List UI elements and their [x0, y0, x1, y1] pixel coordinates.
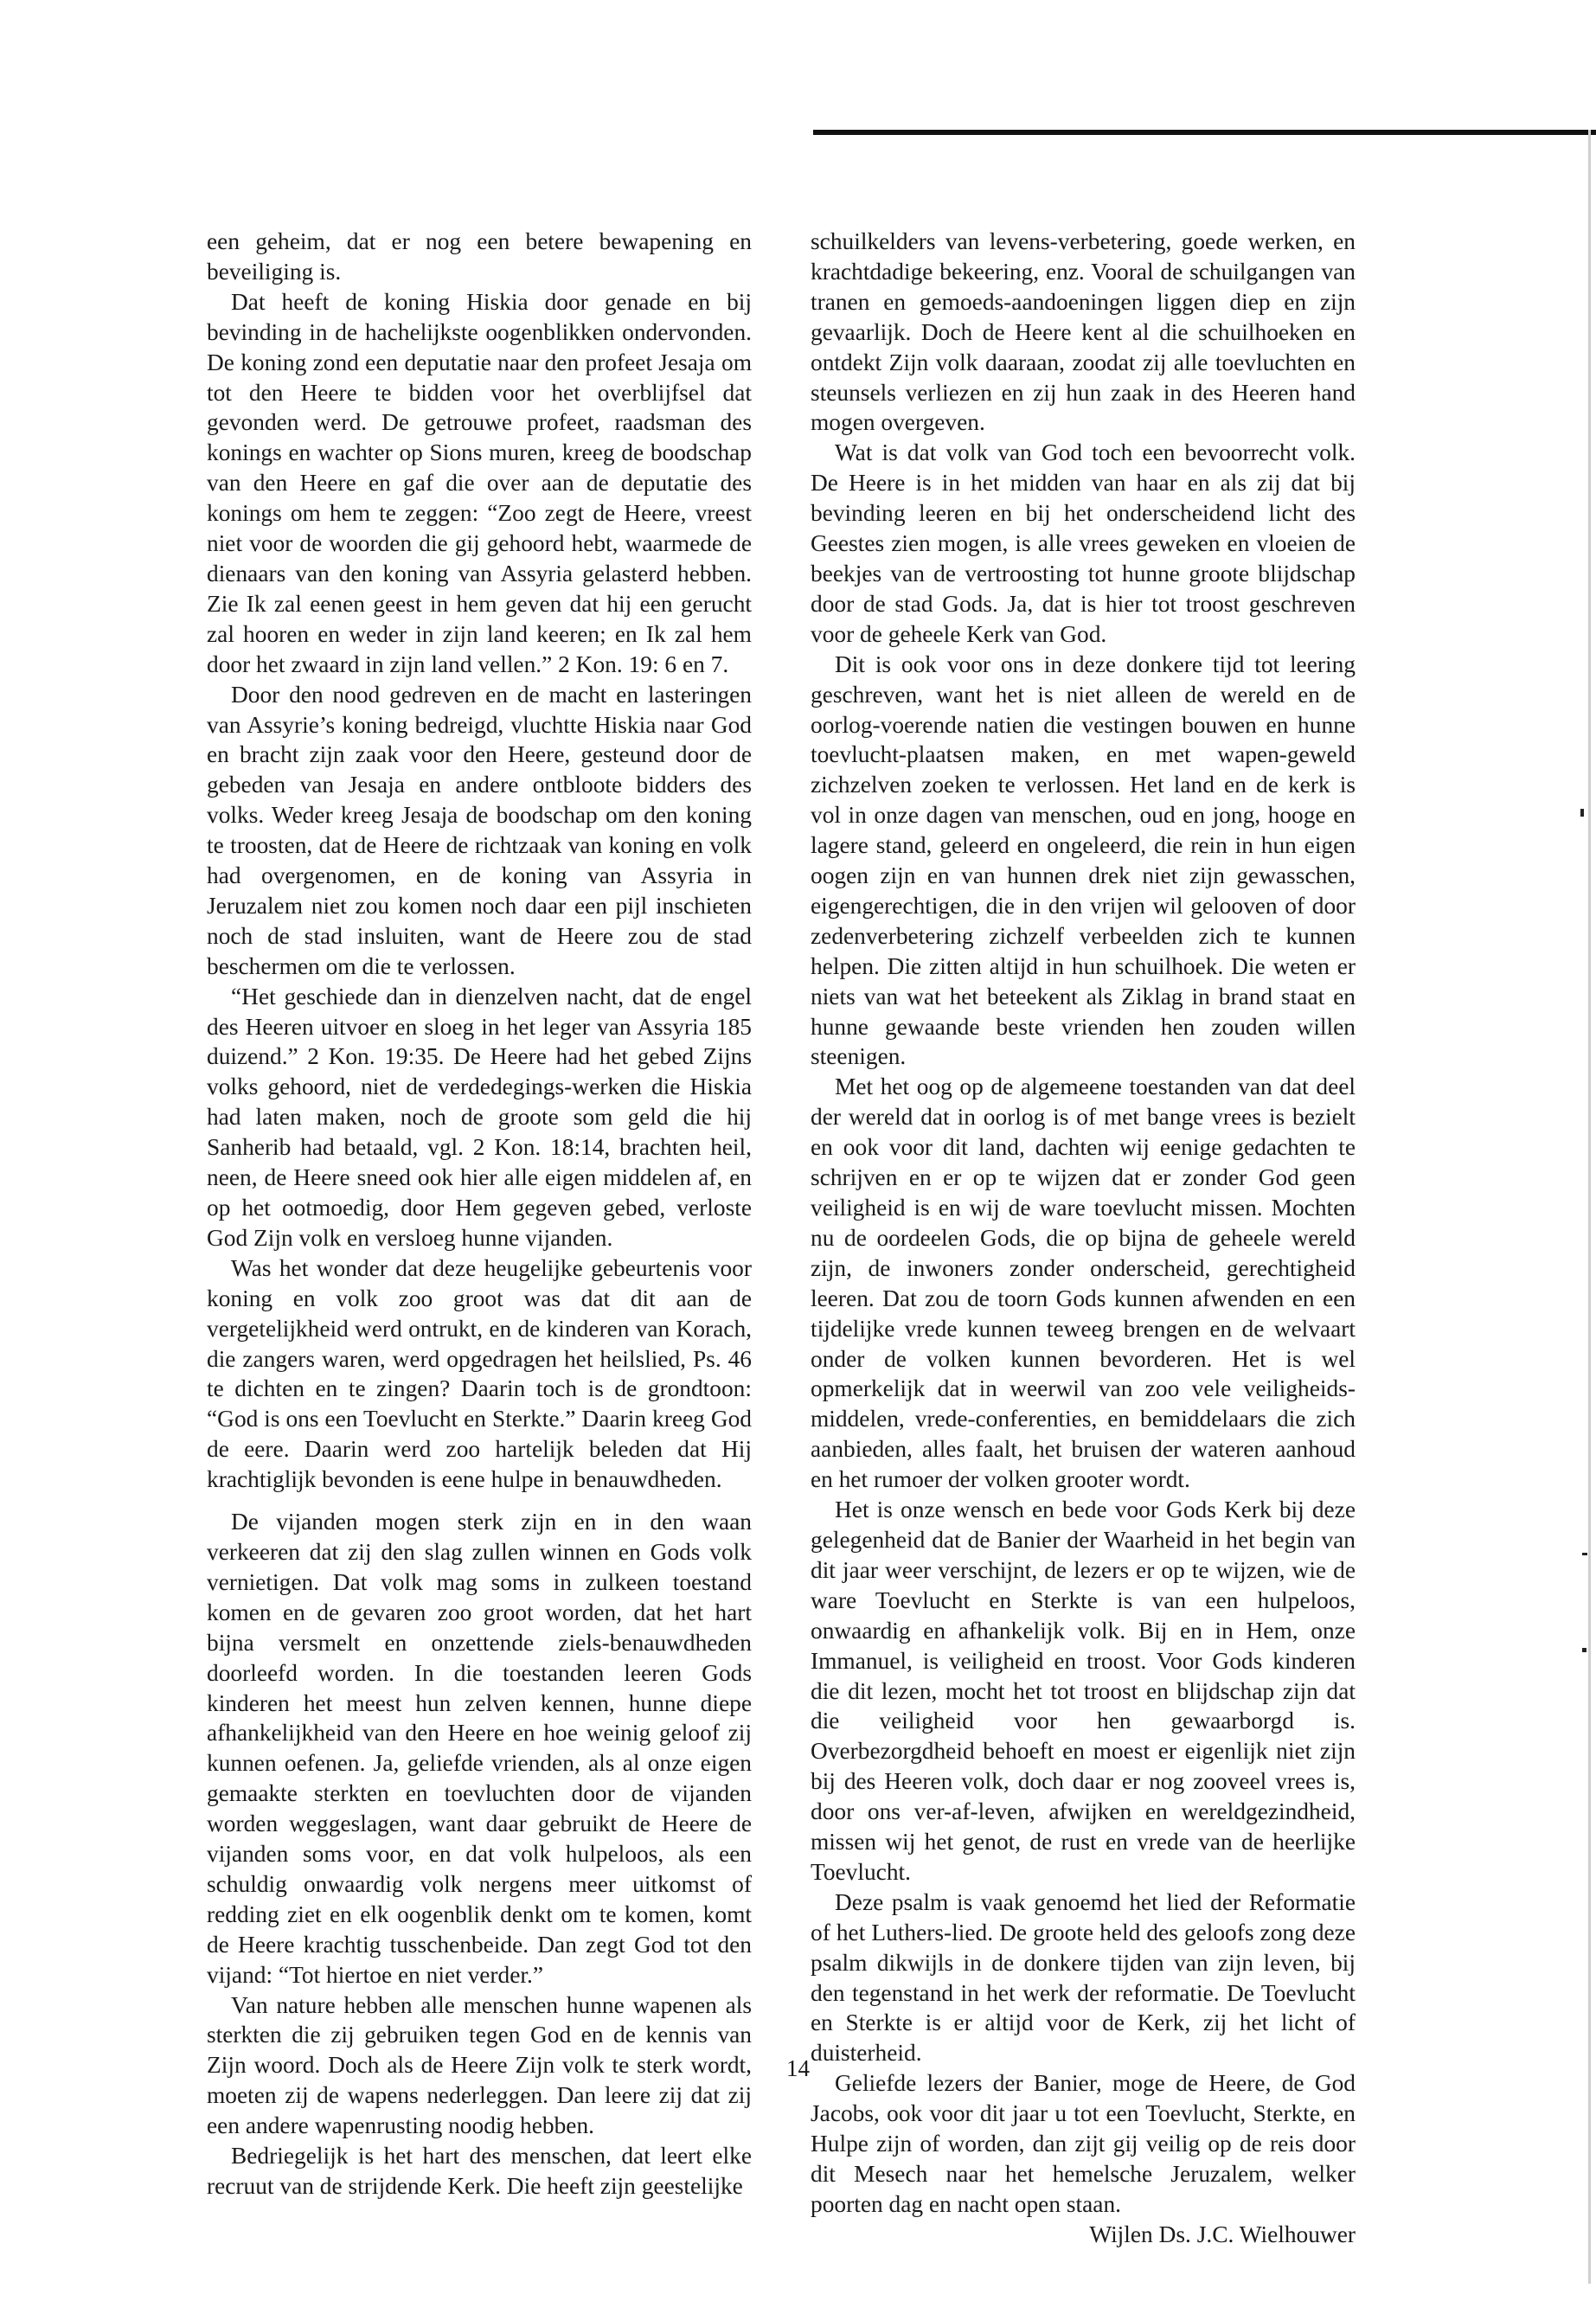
margin-mark [1582, 1648, 1586, 1652]
paragraph: Bedriegelijk is het hart des menschen, dat leert elke recruut van de strijdende Kerk. Die heeft zijn geestelijke [207, 2143, 752, 2199]
paragraph: Geliefde lezers der Banier, moge de Heere, de God Jacobs, ook voor dit jaar u tot een Toevlucht, Sterkte, en Hulpe zijn of worden, dan zijt gij veilig op de reis door dit Mesech naar het hemelsche Jeruzalem, welker poorten dag en nacht open staan. [811, 2070, 1356, 2217]
paragraph: Deze psalm is vaak genoemd het lied der Reformatie of het Luthers-lied. De groote held des geloofs zong deze psalm dikwijls in de donkere tijden van zijn leven, bij den tegenstand in het werk der reformatie. De Toevlucht en Sterkte is er altijd voor de Kerk, zij het licht of duisterheid. [811, 1888, 1356, 2067]
paragraph: Dat heeft de koning Hiskia door genade en bij bevinding in de hachelijkste oogenblikken ondervonden. De koning zond een deputatie naar den profeet Jesaja om tot den Heere te bidden voor het overblijfsel dat gevonden werd. De getrouwe profeet, raadsman des konings en wachter op Sions muren, kreeg de boodschap van den Heere en gaf die over aan de deputatie des konings om hem te zeggen: “Zoo zegt de Heere, vreest niet voor de woorden die gij gehoord hebt, waarmede de dienaars van den koning van Assyria gelasterd hebben. Zie Ik zal eenen geest in hem geven dat hij een gerucht zal hooren en weder in zijn land keeren; en Ik zal hem door het zwaard in zijn land vellen.” 2 Kon. 19: 6 en 7. [207, 288, 752, 677]
margin-mark [1582, 1553, 1587, 1555]
page-number: 14 [786, 2055, 810, 2081]
paragraph: De vijanden mogen sterk zijn en in den waan verkeeren dat zij den slag zullen winnen en Gods volk vernietigen. Dat volk mag soms in zulkeen toestand komen en de gevaren zoo groot worden, dat het hart bijna versmelt en onzettende ziels-benauwdheden doorleefd worden. In die toestanden leeren Gods kinderen het meest hun zelven kennen, hunne diepe afhankelijkheid van den Heere en hoe weinig geloof zij kunnen oefenen. Ja, geliefde vrienden, als al onze eigen gemaakte sterkten en toevluchten door de vijanden worden weggeslagen, want daar gebruikt de Heere de vijanden soms voor, en dat volk hulpeloos, als een schuldig onwaardig volk nergens meer uitkomst of redding ziet en elk oogenblik denkt om te komen, komt de Heere krachtig tusschenbeide. Dan zegt God tot den vijand: “Tot hiertoe en niet verder.” [207, 1509, 752, 1988]
paragraph: Van nature hebben alle menschen hunne wapenen als sterkten die zij gebruiken tegen God en de kennis van Zijn woord. Doch als de Heere Zijn volk te sterk wordt, moeten zij de wapens nederleggen. Dan leere zij dat zij een andere wapenrusting noodig hebben. [207, 1991, 752, 2139]
page-edge-border [1588, 130, 1591, 2284]
paragraph: een geheim, dat er nog een betere bewapening en beveiliging is. [207, 228, 752, 285]
paragraph: Met het oog op de algemeene toestanden van dat deel der wereld dat in oorlog is of met bange vrees is bezielt en ook voor dit land, dachten wij eenige gedachten te schrijven en er op te wijzen dat er zonder God geen veiligheid is en wij de ware toevlucht missen. Mochten nu de oordeelen Gods, die op bijna de geheele wereld zijn, de inwoners zonder onderscheid, gerechtigheid leeren. Dat zou de toorn Gods kunnen afwenden en een tijdelijke vrede kunnen teweeg brengen en de welvaart onder de volken kunnen bevorderen. Het is wel opmerkelijk dat in weerwil van zoo vele veiligheids-middelen, vrede-conferenties, en bemiddelaars die zich aanbieden, alles faalt, het bruisen der wateren aanhoud en het rumoer der volken grooter wordt. [811, 1074, 1356, 1493]
paragraph: Was het wonder dat deze heugelijke gebeurtenis voor koning en volk zoo groot was dat dit aan de vergetelijkheid werd ontrukt, en de kinderen van Korach, die zangers waren, werd opgedragen het heilslied, Ps. 46 te dichten en te zingen? Daarin toch is de grondtoon: “God is ons een Toevlucht en Sterkte.” Daarin kreeg God de eere. Daarin werd zoo hartelijk beleden dat Hij krachtiglijk bevonden is eene hulpe in benauwdheden. [207, 1254, 752, 1493]
paragraph: “Het geschiede dan in dienzelven nacht, dat de engel des Heeren uitvoer en sloeg in het leger van Assyria 185 duizend.” 2 Kon. 19:35. De Heere had het gebed Zijns volks gehoord, niet de verdedegings-werken die Hiskia had laten maken, noch de groote som geld die hij Sanherib had betaald, vgl. 2 Kon. 18:14, brachten heil, neen, de Heere sneed ook hier alle eigen middelen af, en op het ootmoedig, door Hem gegeven gebed, verloste God Zijn volk en versloeg hunne vijanden. [207, 983, 752, 1251]
margin-mark [1580, 809, 1584, 817]
paragraph: Het is onze wensch en bede voor Gods Kerk bij deze gelegenheid dat de Banier der Waarheid in het begin van dit jaar weer verschijnt, de lezers er op te wijzen, wie de ware Toevlucht en Sterkte is van een hulpeloos, onwaardig en afhankelijk volk. Bij en in Hem, onze Immanuel, is veiligheid en troost. Voor Gods kinderen die dit lezen, mocht het tot troost en blijdschap zijn dat die veiligheid voor hen gewaarborgd is. Overbezorgdheid behoeft en moest er eigenlijk niet zijn bij des Heeren volk, doch daar er nog zooveel vrees is, door ons ver-af-leven, afwijken en wereldgezindheid, missen wij het genot, de rust en vrede van de heerlijke Toevlucht. [811, 1497, 1356, 1885]
left-text-column [207, 227, 752, 2202]
top-border-rule [813, 130, 1596, 135]
paragraph: Door den nood gedreven en de macht en lasteringen van Assyrie’s koning bedreigd, vluchtte Hiskia naar God en bracht zijn zaak voor den Heere, gesteund door de gebeden van Jesaja en andere ontbloote bidders des volks. Weder kreeg Jesaja de boodschap om den koning te troosten, dat de Heere de richtzaak van koning en volk had overgenomen, en de koning van Assyria in Jeruzalem niet zou komen noch daar een pijl inschieten noch de stad insluiten, want de Heere zou de stad beschermen om die te verlossen. [207, 681, 752, 979]
paragraph: Dit is ook voor ons in deze donkere tijd tot leering geschreven, want het is niet alleen de wereld en de oorlog-voerende natien die vestingen bouwen en hunne toevlucht-plaatsen maken, en met wapen-geweld zichzelven zoeken te verlossen. Het land en de kerk is vol in onze dagen van menschen, oud en jong, hooge en lagere stand, geleerd en ongeleerd, die rein in hun eigen oogen zijn en van hunnen drek niet zijn gewasschen, eigengerechtigen, die in den vrijen wil gelooven of door zedenverbetering zichzelf verbeelden zich te kunnen helpen. Die zitten altijd in hun schuilhoek. Die weten er niets van wat het beteekent als Ziklag in brand staat en hunne gewaande beste vrienden hen zouden willen steenigen. [811, 651, 1356, 1070]
paragraph: Wat is dat volk van God toch een bevoorrecht volk. De Heere is in het midden van haar en als zij dat bij bevinding leeren en bij het onderscheidend licht des Geestes zien mogen, is alle vrees geweken en vloeien de beekjes van de vertroosting tot hunne groote blijdschap door de stad Gods. Ja, dat is hier tot troost geschreven voor de geheele Kerk van God. [811, 439, 1356, 647]
right-text-column [811, 227, 1356, 2250]
paragraph: schuilkelders van levens-verbetering, goede werken, en krachtdadige bekeering, enz. Vooral de schuilgangen van tranen en gemoeds-aandoeningen liggen diep en zijn gevaarlijk. Doch de Heere kent al die schuilhoeken en ontdekt Zijn volk daaraan, zoodat zij alle toevluchten en steunsels verliezen en zij hun zaak in des Heeren hand mogen overgeven. [811, 228, 1356, 436]
author-signature: Wijlen Ds. J.C. Wielhouwer [1089, 2221, 1356, 2247]
